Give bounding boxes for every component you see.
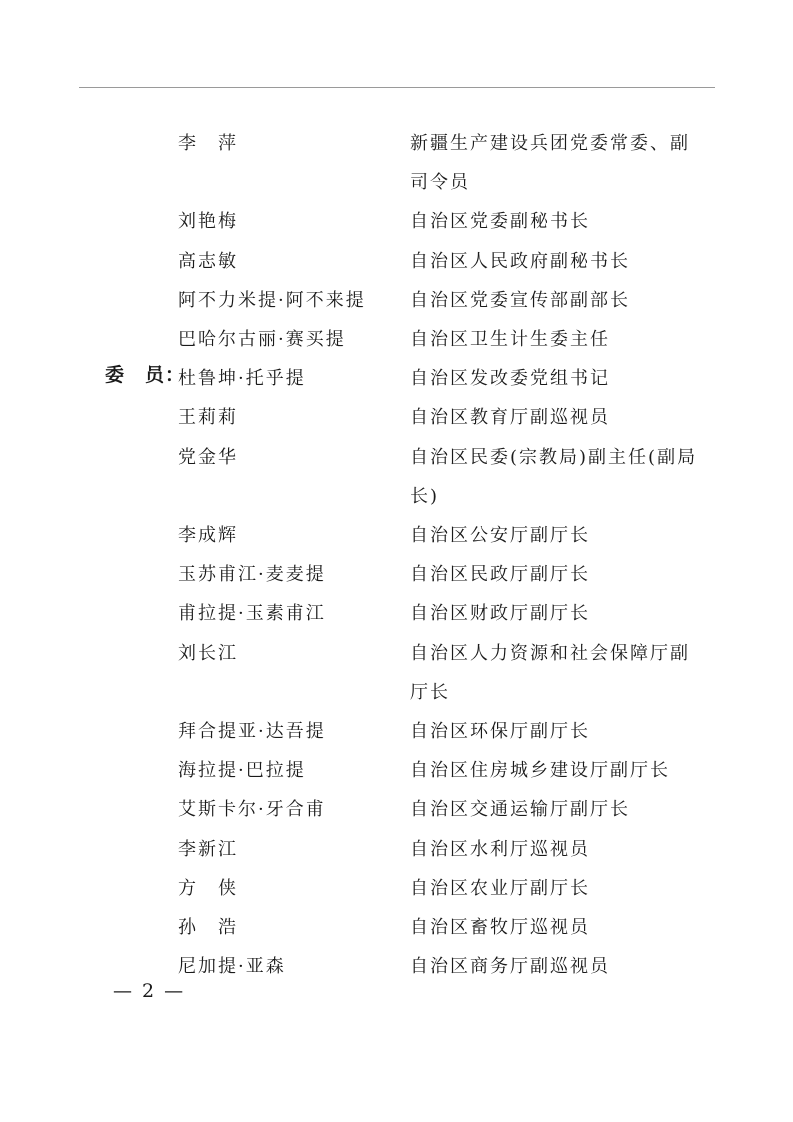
member-name: 李新江 [178,838,238,860]
member-name: 党金华 [178,446,238,468]
member-row [178,124,698,202]
member-row [178,830,698,869]
member-title: 自治区环保厅副厅长 [410,721,590,743]
member-row [178,634,698,712]
member-row [178,751,698,790]
member-name: 玉苏甫江·麦麦提 [178,564,326,586]
member-list [178,124,698,986]
role-label-members: 委 员： [105,364,186,386]
member-row [178,790,698,829]
header-rule [79,87,715,88]
member-title: 自治区民政厅副厅长 [410,564,590,586]
member-title: 自治区党委宣传部副部长 [410,289,630,311]
member-title: 自治区教育厅副巡视员 [410,407,610,429]
member-title: 自治区水利厅巡视员 [410,838,590,860]
member-name: 甫拉提·玉素甫江 [178,603,326,625]
member-row [178,281,698,320]
member-row [178,908,698,947]
member-name: 艾斯卡尔·牙合甫 [178,799,326,821]
member-row [178,712,698,751]
member-name: 王莉莉 [178,407,238,429]
member-row [178,438,698,516]
member-name: 方 侠 [178,877,238,899]
member-row [178,320,698,359]
member-title: 自治区卫生计生委主任 [410,329,610,351]
member-title: 自治区党委副秘书长 [410,211,590,233]
member-title: 自治区公安厅副厅长 [410,525,590,547]
member-row [178,359,698,398]
member-row [178,947,698,986]
member-row [178,555,698,594]
member-title: 自治区发改委党组书记 [410,368,610,390]
member-title: 自治区畜牧厅巡视员 [410,917,590,939]
member-name: 巴哈尔古丽·赛买提 [178,329,346,351]
member-row [178,869,698,908]
member-name: 高志敏 [178,250,238,272]
member-name: 刘艳梅 [178,211,238,233]
member-row [178,202,698,241]
member-title: 新疆生产建设兵团党委常委、副司令员 [410,133,690,194]
member-name: 杜鲁坤·托乎提 [178,368,306,390]
page-number: — 2 — [113,980,186,1002]
member-row [178,398,698,437]
member-title: 自治区人力资源和社会保障厅副厅长 [410,642,690,703]
member-title: 自治区交通运输厅副厅长 [410,799,630,821]
member-title: 自治区农业厅副厅长 [410,877,590,899]
member-name: 拜合提亚·达吾提 [178,721,326,743]
member-name: 阿不力米提·阿不来提 [178,289,366,311]
member-name: 尼加提·亚森 [178,956,286,978]
member-name: 海拉提·巴拉提 [178,760,306,782]
member-title: 自治区住房城乡建设厅副厅长 [410,760,670,782]
member-name: 孙 浩 [178,917,238,939]
member-title: 自治区商务厅副巡视员 [410,956,610,978]
member-row [178,516,698,555]
member-name: 李成辉 [178,525,238,547]
member-title: 自治区人民政府副秘书长 [410,250,630,272]
member-name: 李 萍 [178,133,238,154]
member-title: 自治区民委(宗教局)副主任(副局长) [410,446,698,507]
member-row [178,594,698,633]
member-row [178,242,698,281]
member-name: 刘长江 [178,642,238,664]
member-title: 自治区财政厅副厅长 [410,603,590,625]
